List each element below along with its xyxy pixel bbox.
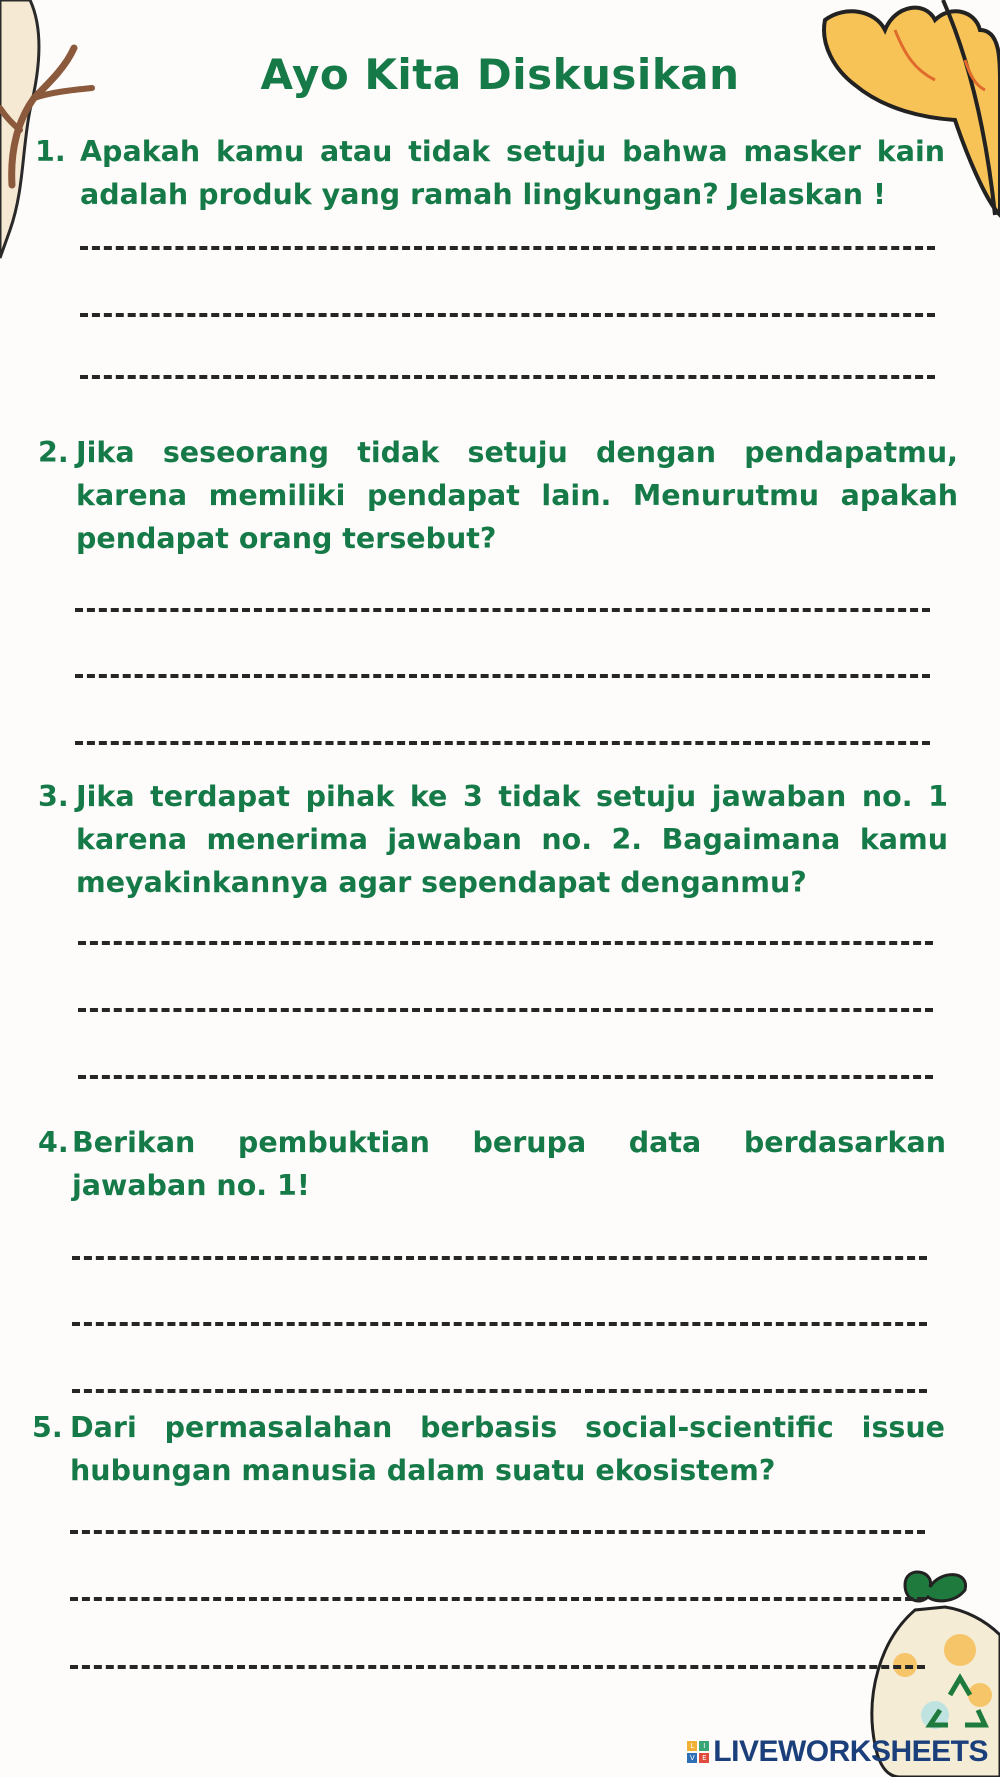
question-number: 3.: [38, 780, 69, 813]
question-2: [38, 431, 958, 560]
question-number: 5.: [32, 1411, 63, 1444]
logo-mark-square: I: [699, 1741, 709, 1751]
logo-mark-icon: [687, 1741, 709, 1763]
question-3: [38, 775, 948, 904]
question-number: 2.: [38, 436, 69, 469]
logo-mark-square: E: [699, 1753, 709, 1763]
question-5: [32, 1406, 945, 1492]
question-number: 4.: [38, 1126, 69, 1159]
answer-line[interactable]: [80, 246, 935, 250]
answer-line[interactable]: [75, 674, 930, 678]
answer-line[interactable]: [72, 1256, 927, 1260]
liveworksheets-logo[interactable]: [687, 1732, 988, 1772]
answer-line[interactable]: [70, 1597, 925, 1601]
question-number: 1.: [35, 135, 66, 168]
logo-text: LIVEWORKSHEETS: [713, 1735, 988, 1768]
answer-line[interactable]: [80, 375, 935, 379]
answer-line[interactable]: [70, 1665, 925, 1669]
question-text: Jika seseorang tidak setuju dengan pendapatmu, karena memiliki pendapat lain. Menurutmu apakah pendapat orang tersebut?: [76, 436, 958, 555]
answer-line[interactable]: [75, 741, 930, 745]
answer-line[interactable]: [75, 608, 930, 612]
page-title: Ayo Kita Diskusikan: [260, 50, 740, 99]
answer-line[interactable]: [78, 1075, 933, 1079]
answer-line[interactable]: [78, 1008, 933, 1012]
answer-line[interactable]: [72, 1322, 927, 1326]
question-1: [35, 130, 945, 216]
question-text: Jika terdapat pihak ke 3 tidak setuju jawaban no. 1 karena menerima jawaban no. 2. Bagaimana kamu meyakinkannya agar sependapat denganmu?: [76, 780, 948, 899]
question-4: [38, 1121, 946, 1207]
answer-line[interactable]: [72, 1389, 927, 1393]
answer-line[interactable]: [78, 941, 933, 945]
question-text: Dari permasalahan berbasis social-scientific issue hubungan manusia dalam suatu ekosistem?: [70, 1411, 945, 1487]
logo-mark-square: L: [687, 1741, 697, 1751]
logo-mark-square: V: [687, 1753, 697, 1763]
question-text: Berikan pembuktian berupa data berdasarkan jawaban no. 1!: [72, 1126, 946, 1202]
answer-line[interactable]: [80, 313, 935, 317]
answer-line[interactable]: [70, 1530, 925, 1534]
question-text: Apakah kamu atau tidak setuju bahwa masker kain adalah produk yang ramah lingkungan? Jelaskan !: [80, 135, 945, 211]
